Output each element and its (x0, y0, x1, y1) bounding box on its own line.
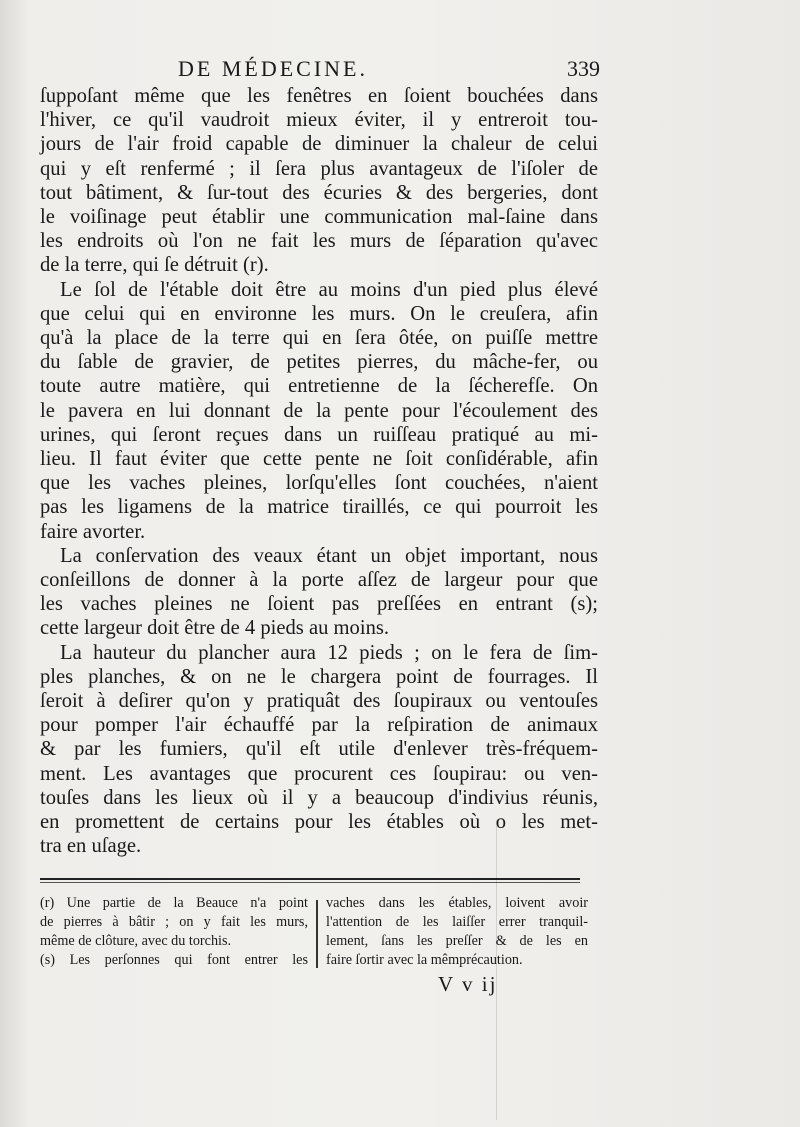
text-line: le pavera en lui donnant de la pente pour l'écoulement des (40, 399, 598, 422)
text-line: que les vaches pleines, lorſqu'elles ſont couchées, n'aient (40, 472, 598, 495)
text-line: ples planches, & on ne le chargera point de fourrages. Il (40, 665, 598, 688)
text-line: les vaches pleines ne ſoient pas preſſées en entrant (s); (40, 593, 598, 616)
text-line: qui y eſt renfermé ; il ſera plus avantageux de l'iſoler de (40, 157, 598, 180)
footnote-line: de pierres à bâtir ; on y fait les murs, (40, 914, 308, 930)
paragraph-1 (40, 84, 598, 278)
text-line: toute autre matière, qui entretienne de la ſécherefſe. On (40, 375, 598, 398)
text-line: que celui qui en environne les murs. On le creuſera, afin (40, 302, 598, 325)
footnote-rule (40, 878, 580, 880)
text-line: en promettent de certains pour les étables où o les met- (40, 811, 598, 834)
text-line: pour pomper l'air échauffé par la reſpiration de animaux (40, 714, 598, 737)
signature-mark: V v ij (438, 972, 498, 996)
footnote-line: (s) Les perſonnes qui font entrer les (40, 952, 308, 968)
text-line: & par les fumiers, qu'il eſt utile d'enlever très-fréquem- (40, 738, 598, 761)
footnote-column-right (326, 894, 588, 970)
footnote-line: même de clôture, avec du torchis. (40, 933, 232, 949)
text-line: Le ſol de l'étable doit être au moins d'un pied plus élevé (60, 278, 598, 301)
text-line: La hauteur du plancher aura 12 pieds ; on le fera de ſim- (60, 641, 598, 664)
footnote-line: lement, ſans les preſſer & de les en (326, 933, 588, 949)
text-line: faire avorter. (40, 520, 146, 543)
body-text (40, 84, 598, 859)
text-line: le voiſinage peut établir une communication mal-ſaine dans (40, 206, 598, 229)
paragraph-2 (40, 278, 598, 544)
text-line: ſuppoſant même que les fenêtres en ſoient bouchées dans (40, 85, 598, 107)
footnote-line: vaches dans les étables, loivent avoir (326, 895, 588, 911)
text-line: urines, qui ſeront reçues dans un ruiſſeau pratiqué au mi- (40, 423, 598, 446)
footnote-line: l'attention de les laiſſer errer tranquil- (326, 914, 588, 930)
paragraph-3 (40, 544, 598, 641)
footnote-line: (r) Une partie de la Beauce n'a point (40, 895, 308, 911)
text-line: touſes dans les lieux où il y a beaucoup d'indivius réunis, (40, 786, 598, 809)
text-line: l'hiver, ce qu'il vaudroit mieux éviter, il y entreroit tou- (40, 109, 598, 132)
text-line: du ſable de gravier, de petites pierres, du mâche-fer, ou (40, 351, 598, 374)
text-line: ment. Les avantages que procurent ces ſoupirau: ou ven- (40, 762, 598, 785)
text-line: La conſervation des veaux étant un objet important, nous (60, 544, 598, 567)
text-line: tout bâtiment, & ſur-tout des écuries & des bergeries, dont (40, 181, 598, 204)
text-line: pas les ligamens de la matrice tiraillés, ce qui pourroit les (40, 496, 598, 519)
text-line: conſeillons de donner à la porte aſſez de largeur pour que (40, 569, 598, 592)
text-line: de la terre, qui ſe détruit (r). (40, 254, 269, 277)
text-line: les endroits où l'on ne fait les murs de ſéparation qu'avec (40, 230, 598, 253)
text-line: ſeroit à deſirer qu'on y pratiquât des ſoupiraux ou ventouſes (40, 690, 598, 713)
text-line: cette largeur doit être de 4 pieds au moins. (40, 617, 390, 640)
footnote-column-left (40, 894, 308, 970)
paragraph-4 (40, 641, 598, 859)
text-line: qu'à la place de la terre qui en ſera ôtée, on puiſſe mettre (40, 327, 598, 350)
running-title: DE MÉDECINE. (178, 56, 368, 81)
footnote-column-divider (316, 900, 318, 968)
text-line: jours de l'air froid capable de diminuer la chaleur de celui (40, 133, 598, 156)
page-header (40, 56, 600, 86)
footnotes (40, 894, 588, 974)
page-number: 339 (567, 56, 600, 81)
footnote-line: faire ſortir avec la mêmprécaution. (326, 952, 523, 968)
page-fold-shadow (496, 820, 497, 1120)
text-line: lieu. Il faut éviter que cette pente ne ſoit conſidérable, afin (40, 448, 598, 471)
text-line: tra en uſage. (40, 835, 142, 858)
footnote-rule-thin (40, 882, 580, 883)
